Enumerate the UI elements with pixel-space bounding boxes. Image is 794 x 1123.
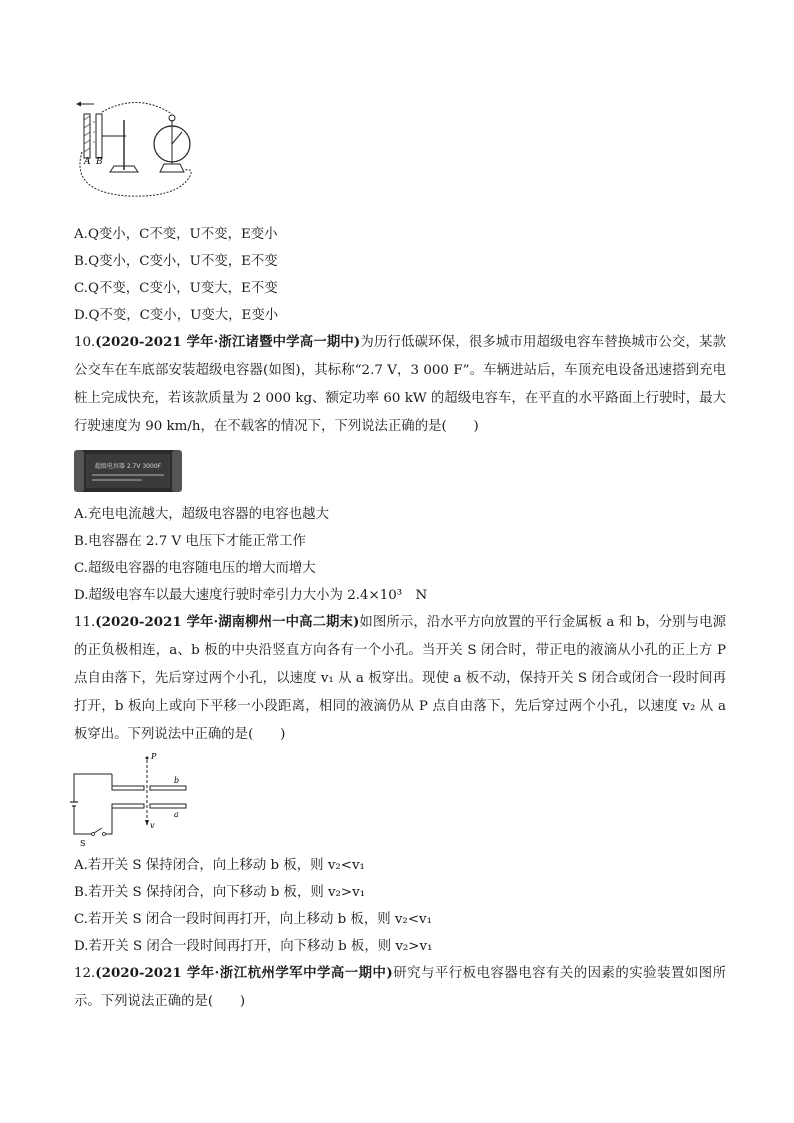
q10-option-c: C.超级电容器的电容随电压的增大而增大: [74, 561, 316, 576]
q9-option-c: C.Q不变，C变小，U变大，E不变: [74, 281, 278, 296]
q9-option-a: A.Q变小，C不变，U不变，E变小: [74, 227, 278, 242]
q11-label-v: v: [150, 821, 155, 830]
q9-figure: [68, 92, 218, 202]
q11-stem: 11.(2020-2021 学年·湖南柳州一中高二期末)如图所示，沿水平方向放置的平行金属板 a 和 b，分别与电源的正负极相连，a、b 板的中央沿竖直方向各有一个小孔。当开关 S 闭合时，带正电的液滴从小孔的正上方 P 点自由落下，先后穿过两个小孔，以速度 v₁ 从 a 板穿出。现使 a 板不动，保持开关 S 闭合或闭合一段时间再打开，b 板向上或向下平移一小段距离，相同的液滴仍从 P 点自由落下，先后穿过两个小孔，以速度 v₂ 从 a 板穿出。下列说法中正确的是( ): [74, 614, 726, 742]
q11-option-d: D.若开关 S 闭合一段时间再打开，向下移动 b 板，则 v₂>v₁: [74, 939, 433, 954]
q10-capacitor-image: [72, 446, 184, 496]
q10-option-d: D.超级电容车以最大速度行驶时牵引力大小为 2.4×10³ N: [74, 588, 428, 603]
q10-stem: 10.(2020-2021 学年·浙江诸暨中学高一期中)为历行低碳环保，很多城市用超级电容车替换城市公交，某款公交车在车底部安装超级电容器(如图)，其标称“2.7 V，3 000 F”。车辆进站后，车顶充电设备迅速搭到充电桩上完成快充，若该款质量为 2 000 kg、额定功率 60 kW 的超级电容车，在平直的水平路面上行驶时，最大行驶速度为 90 km/h，在不载客的情况下，下列说法正确的是( ): [74, 334, 727, 434]
capacitor-label: 超级电容器 2.7V 3000F: [94, 463, 162, 470]
q11-label-b: b: [174, 776, 180, 785]
q10-option-b: B.电容器在 2.7 V 电压下才能正常工作: [74, 534, 306, 549]
q12-stem: 12.(2020-2021 学年·浙江杭州学军中学高一期中)研究与平行板电容器电容有关的因素的实验装置如图所示。下列说法正确的是( ): [74, 965, 726, 1009]
q11-source: (2020-2021 学年·湖南柳州一中高二期末): [95, 614, 360, 630]
q11-option-c: C.若开关 S 闭合一段时间再打开，向上移动 b 板，则 v₂<v₁: [74, 912, 432, 927]
q10-source: (2020-2021 学年·浙江诸暨中学高一期中): [95, 334, 361, 350]
q11-option-a: A.若开关 S 保持闭合，向上移动 b 板，则 v₂<v₁: [74, 858, 365, 873]
q11-option-b: B.若开关 S 保持闭合，向下移动 b 板，则 v₂>v₁: [74, 885, 366, 900]
q9-option-b: B.Q变小，C变小，U不变，E不变: [74, 254, 278, 269]
q10-option-a: A.充电电流越大，超级电容器的电容也越大: [74, 507, 329, 522]
q11-label-s: S: [80, 839, 86, 848]
q12-source: (2020-2021 学年·浙江杭州学军中学高一期中): [95, 965, 393, 981]
q11-label-a: a: [174, 810, 179, 819]
q11-label-p: P: [151, 752, 157, 761]
q9-label-a: A: [84, 157, 91, 167]
q9-option-d: D.Q不变，C变小，U变大，E变小: [74, 308, 279, 323]
q11-circuit-figure: [70, 750, 200, 850]
q9-label-b: B: [96, 157, 103, 167]
